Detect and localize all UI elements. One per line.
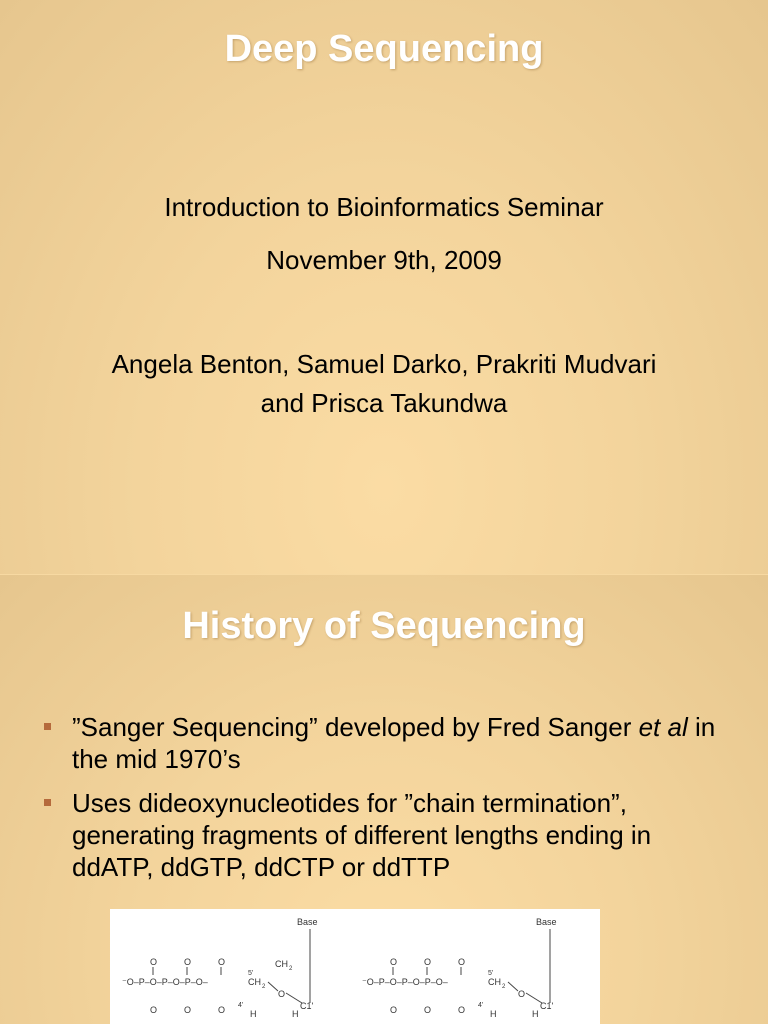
svg-text:O: O [390,957,398,967]
svg-text:O: O [458,1005,466,1015]
svg-text:CH: CH [275,959,288,969]
svg-text:5': 5' [488,970,494,977]
authors-line-2: and Prisca Takundwa [260,388,508,418]
svg-text:C1': C1' [540,1001,554,1011]
slide-title: Deep Sequencing [224,28,544,70]
svg-text:O: O [424,957,432,967]
svg-text:2: 2 [289,966,293,972]
svg-text:H: H [490,1009,497,1019]
svg-text:O: O [518,989,526,999]
svg-text:CH: CH [488,977,501,987]
svg-text:O: O [150,957,158,967]
svg-text:O: O [278,989,286,999]
svg-text:O: O [424,1005,432,1015]
svg-text:O: O [218,1005,226,1015]
bullet-text: Uses dideoxynucleotides for ”chain termination”, generating fragments of different lengths ending in ddATP, ddGTP, ddCTP or ddTTP [72,788,652,882]
base-label: Base [297,917,318,927]
svg-text:2: 2 [502,984,506,990]
svg-text:H: H [250,1009,257,1019]
bullet-item [44,711,734,775]
svg-text:⁻O–P–O–P–O–P–O–: ⁻O–P–O–P–O–P–O– [122,977,208,987]
bullet-emphasis: et al [638,712,688,742]
svg-text:O: O [218,957,226,967]
svg-text:4': 4' [238,1002,244,1009]
svg-text:2: 2 [262,984,266,990]
bullet-square-icon [44,799,51,806]
svg-text:O: O [390,1005,398,1015]
nucleotide-structure-figure [110,909,600,1024]
dideoxynucleotide-structure [362,917,557,1019]
deoxynucleotide-structure [122,917,318,1019]
bullet-list [44,711,734,895]
history-slide [0,575,768,1024]
svg-text:C1': C1' [300,1001,314,1011]
svg-text:H: H [532,1009,539,1019]
authors-line-1: Angela Benton, Samuel Darko, Prakriti Mudvari [111,349,657,379]
base-label: Base [536,917,557,927]
slide-title: History of Sequencing [182,605,586,647]
svg-text:4': 4' [478,1002,484,1009]
bullet-text-end: in the mid 1970’s [72,712,716,774]
svg-text:⁻O–P–O–P–O–P–O–: ⁻O–P–O–P–O–P–O– [362,977,448,987]
bullet-item [44,787,734,883]
svg-text:O: O [150,1005,158,1015]
bullet-square-icon [44,723,51,730]
presentation-date: November 9th, 2009 [266,245,502,275]
seminar-name: Introduction to Bioinformatics Seminar [164,192,604,222]
svg-text:H: H [292,1009,299,1019]
svg-text:O: O [184,1005,192,1015]
svg-text:CH: CH [248,977,261,987]
svg-text:5': 5' [248,970,254,977]
bullet-text: ”Sanger Sequencing” developed by Fred Sanger [72,712,639,742]
svg-text:O: O [458,957,466,967]
svg-text:O: O [184,957,192,967]
